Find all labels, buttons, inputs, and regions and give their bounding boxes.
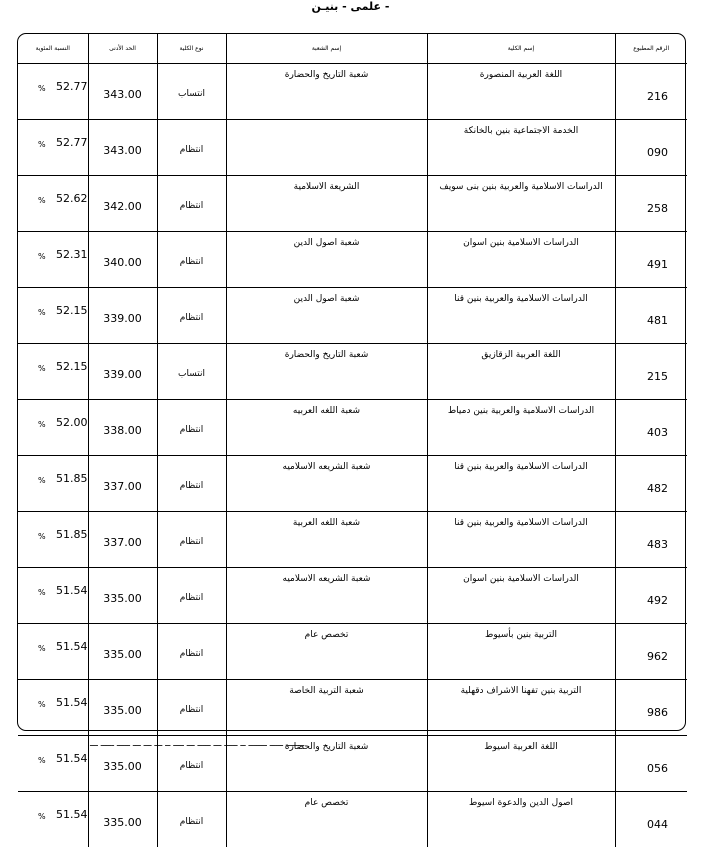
percent-symbol: % <box>38 756 46 765</box>
table-row <box>18 120 687 176</box>
cell-percent <box>18 232 88 288</box>
truncated-footer-text: ‏ـــــــ ـــــ ـــــــ ــ ـــــ ـــ ـــــ ـــ ــــ ــ ـــ ـــ ـــ ـــــ ـــــ ـــ <box>90 739 304 749</box>
table-row <box>18 568 687 624</box>
cell-code: 483 <box>615 512 687 568</box>
cell-college: اللغة العربية اسيوط <box>427 736 615 792</box>
percent-value: 51.85 <box>56 472 88 485</box>
cell-min-score: 339.00 <box>88 344 157 400</box>
cell-min-score: 335.00 <box>88 624 157 680</box>
header-code: الرقم المطبوع <box>615 34 687 64</box>
cell-min-score: 335.00 <box>88 680 157 736</box>
percent-value: 51.54 <box>56 808 88 821</box>
cell-percent <box>18 400 88 456</box>
cell-branch: شعبة اللغه العربيه <box>226 400 427 456</box>
cell-percent <box>18 624 88 680</box>
cell-code: 481 <box>615 288 687 344</box>
cell-college: اللغة العربية المنصورة <box>427 64 615 120</box>
cell-min-score: 343.00 <box>88 64 157 120</box>
cell-type: انتظام <box>157 232 226 288</box>
cell-type: انتظام <box>157 176 226 232</box>
percent-value: 51.54 <box>56 696 88 709</box>
percent-value: 52.62 <box>56 192 88 205</box>
cell-type: انتظام <box>157 680 226 736</box>
table-header-row <box>18 34 687 64</box>
cell-branch: شعبة اللغه العربية <box>226 512 427 568</box>
table-row <box>18 344 687 400</box>
cell-type: انتساب <box>157 64 226 120</box>
cell-code: 216 <box>615 64 687 120</box>
percent-symbol: % <box>38 196 46 205</box>
cell-percent <box>18 176 88 232</box>
cell-college: الدراسات الاسلامية والعربية بنين بنى سويف <box>427 176 615 232</box>
cell-percent <box>18 456 88 512</box>
cell-percent <box>18 64 88 120</box>
cell-branch: تخصص عام <box>226 792 427 847</box>
cell-percent <box>18 120 88 176</box>
cell-college: الدراسات الاسلامية والعربية بنين دمياط <box>427 400 615 456</box>
header-college: إسم الكلية <box>427 34 615 64</box>
cell-branch: تخصص عام <box>226 624 427 680</box>
cell-branch: شعبة التاريخ والحضارة <box>226 344 427 400</box>
percent-symbol: % <box>38 476 46 485</box>
table-row <box>18 680 687 736</box>
cell-percent <box>18 512 88 568</box>
cell-min-score: 335.00 <box>88 736 157 792</box>
table-row <box>18 456 687 512</box>
percent-symbol: % <box>38 644 46 653</box>
percent-symbol: % <box>38 420 46 429</box>
cell-college: الدراسات الاسلامية والعربية بنين قنا <box>427 288 615 344</box>
cell-branch: الشريعة الاسلامية <box>226 176 427 232</box>
cell-percent <box>18 288 88 344</box>
cell-percent <box>18 792 88 847</box>
cell-branch: شعبة اصول الدين <box>226 288 427 344</box>
cell-type: انتظام <box>157 792 226 847</box>
table-row <box>18 288 687 344</box>
cell-type: انتظام <box>157 512 226 568</box>
cell-branch <box>226 120 427 176</box>
cell-min-score: 337.00 <box>88 512 157 568</box>
cell-code: 492 <box>615 568 687 624</box>
cell-type: انتظام <box>157 568 226 624</box>
cell-code: 962 <box>615 624 687 680</box>
cell-college: اللغة العربية الزقازيق <box>427 344 615 400</box>
cell-college: الخدمة الاجتماعية بنين بالخانكة <box>427 120 615 176</box>
cell-code: 215 <box>615 344 687 400</box>
cell-code: 482 <box>615 456 687 512</box>
percent-symbol: % <box>38 700 46 709</box>
table-row <box>18 64 687 120</box>
cell-code: 986 <box>615 680 687 736</box>
cell-percent <box>18 736 88 792</box>
cell-code: 491 <box>615 232 687 288</box>
header-min-score: الحد الأدنى <box>88 34 157 64</box>
percent-symbol: % <box>38 308 46 317</box>
percent-value: 51.85 <box>56 528 88 541</box>
results-table <box>18 34 687 847</box>
header-type: نوع الكلية <box>157 34 226 64</box>
cell-branch: شعبة الشريعه الاسلاميه <box>226 456 427 512</box>
cell-min-score: 337.00 <box>88 456 157 512</box>
table-row <box>18 624 687 680</box>
percent-symbol: % <box>38 140 46 149</box>
cell-branch: شعبة الشريعه الاسلاميه <box>226 568 427 624</box>
header-branch: إسم الشعبة <box>226 34 427 64</box>
cell-percent <box>18 344 88 400</box>
cell-code: 044 <box>615 792 687 847</box>
cell-code: 258 <box>615 176 687 232</box>
percent-symbol: % <box>38 812 46 821</box>
percent-value: 52.77 <box>56 136 88 149</box>
percent-symbol: % <box>38 588 46 597</box>
cell-min-score: 342.00 <box>88 176 157 232</box>
cell-college: الدراسات الاسلامية بنين اسوان <box>427 232 615 288</box>
cell-type: انتظام <box>157 456 226 512</box>
cell-percent <box>18 568 88 624</box>
cell-min-score: 338.00 <box>88 400 157 456</box>
header-percent: النسبة المئوية <box>18 34 88 64</box>
cell-branch: شعبة اصول الدين <box>226 232 427 288</box>
cell-college: التربية بنين بأسيوط <box>427 624 615 680</box>
cell-min-score: 340.00 <box>88 232 157 288</box>
cell-type: انتظام <box>157 400 226 456</box>
table-row <box>18 512 687 568</box>
cell-type: انتساب <box>157 344 226 400</box>
cell-type: انتظام <box>157 736 226 792</box>
percent-value: 52.00 <box>56 416 88 429</box>
cell-code: 056 <box>615 736 687 792</box>
cell-college: التربية بنين تفهنا الاشراف دقهلية <box>427 680 615 736</box>
cell-min-score: 335.00 <box>88 792 157 847</box>
cell-type: انتظام <box>157 120 226 176</box>
cell-percent <box>18 680 88 736</box>
table-row <box>18 400 687 456</box>
percent-symbol: % <box>38 364 46 373</box>
cell-code: 090 <box>615 120 687 176</box>
percent-value: 51.54 <box>56 640 88 653</box>
percent-value: 52.31 <box>56 248 88 261</box>
cell-min-score: 339.00 <box>88 288 157 344</box>
percent-value: 51.54 <box>56 752 88 765</box>
percent-value: 51.54 <box>56 584 88 597</box>
table-row <box>18 232 687 288</box>
cell-college: الدراسات الاسلامية والعربية بنين قنا <box>427 512 615 568</box>
cell-type: انتظام <box>157 288 226 344</box>
table-row <box>18 176 687 232</box>
page-title: - علمى - بنيـن <box>0 0 701 14</box>
cell-college: اصول الدين والدعوة اسيوط <box>427 792 615 847</box>
cell-branch: شعبة التاريخ والحضارة <box>226 736 427 792</box>
cell-college: الدراسات الاسلامية بنين اسوان <box>427 568 615 624</box>
cell-code: 403 <box>615 400 687 456</box>
percent-value: 52.77 <box>56 80 88 93</box>
cell-branch: شعبة التربية الخاصة <box>226 680 427 736</box>
cell-college: الدراسات الاسلامية والعربية بنين قنا <box>427 456 615 512</box>
percent-symbol: % <box>38 84 46 93</box>
cell-min-score: 335.00 <box>88 568 157 624</box>
percent-value: 52.15 <box>56 360 88 373</box>
cell-type: انتظام <box>157 624 226 680</box>
results-table-frame <box>17 33 686 731</box>
cell-min-score: 343.00 <box>88 120 157 176</box>
percent-value: 52.15 <box>56 304 88 317</box>
table-row <box>18 792 687 847</box>
percent-symbol: % <box>38 532 46 541</box>
percent-symbol: % <box>38 252 46 261</box>
cell-branch: شعبة التاريخ والحضارة <box>226 64 427 120</box>
